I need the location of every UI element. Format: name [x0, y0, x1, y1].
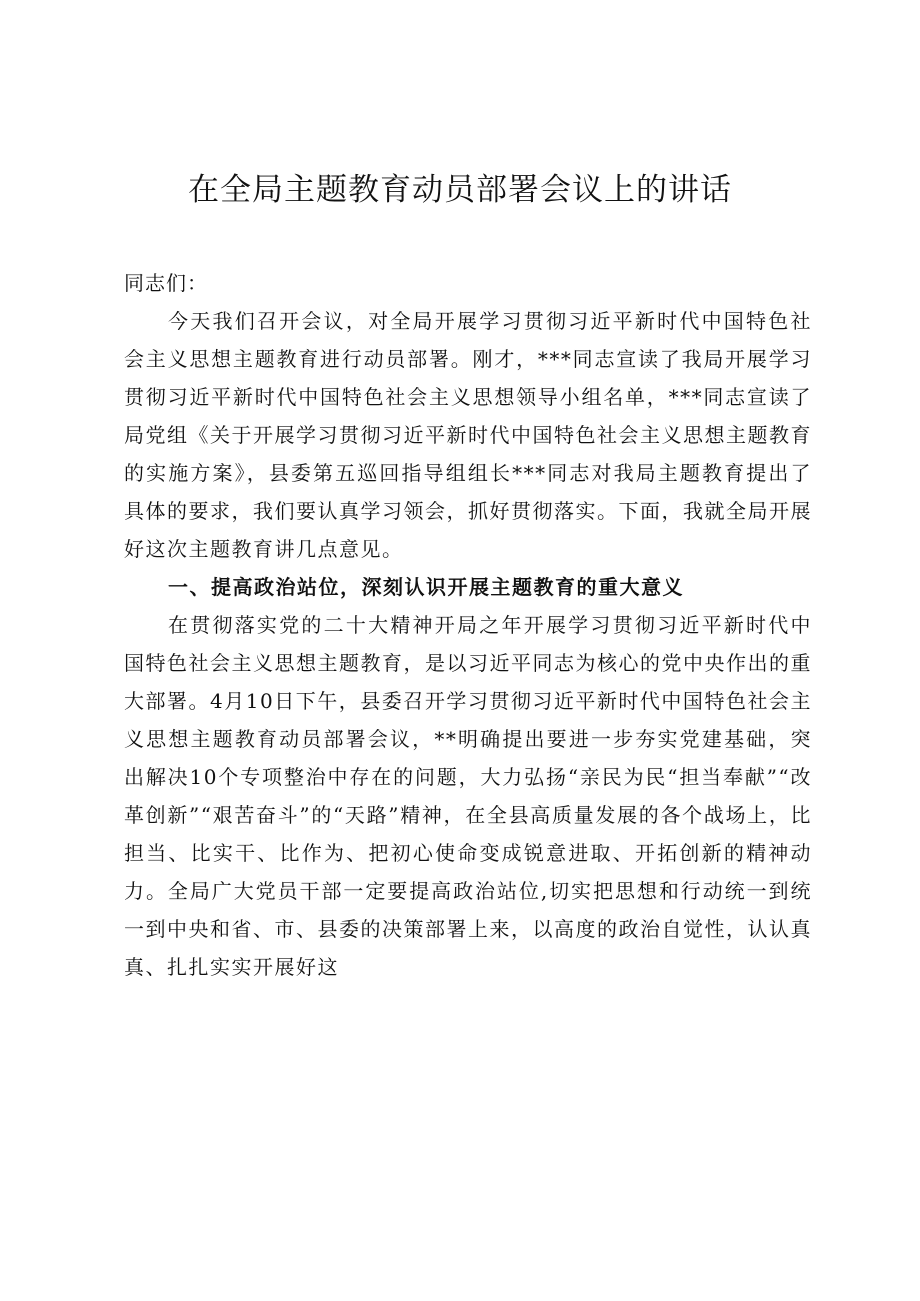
- document-body: [124, 264, 812, 986]
- document-title: 在全局主题教育动员部署会议上的讲话: [188, 172, 732, 208]
- salutation: 同志们：: [124, 271, 208, 295]
- section-paragraph-1: 在贯彻落实党的二十大精神开局之年开展学习贯彻习近平新时代中国特色社会主义思想主题教育，是以习近平同志为核心的党中央作出的重大部署。4月10日下午，县委召开学习贯彻习近平新时代中国特色社会主义思想主题教育动员部署会议，**明确提出要进一步夯实党建基础，突出解决10个专项整治中存在的问题，大力弘扬“亲民为民“担当奉献”“改革创新”“艰苦奋斗”的“天路”精神，在全县高质量发展的各个战场上，比担当、比实干、比作为、把初心使命变成锐意进取、开拓创新的精神动力。全局广大党员干部一定要提高政治站位,切实把思想和行动统一到统一到中央和省、市、县委的决策部署上来，以高度的政治自觉性，认认真真、扎扎实实开展好这: [124, 613, 812, 979]
- opening-paragraph: 今天我们召开会议，对全局开展学习贯彻习近平新时代中国特色社会主义思想主题教育进行动员部署。刚才，***同志宣读了我局开展学习贯彻习近平新时代中国特色社会主义思想领导小组名单，***同志宣读了局党组《关于开展学习贯彻习近平新时代中国特色社会主义思想主题教育的实施方案》，县委第五巡回指导组组长***同志对我局主题教育提出了具体的要求，我们要认真学习领会，抓好贯彻落实。下面，我就全局开展好这次主题教育讲几点意见。: [124, 309, 812, 561]
- section-heading-1: 一、提高政治站位，深刻认识开展主题教育的重大意义: [168, 575, 684, 599]
